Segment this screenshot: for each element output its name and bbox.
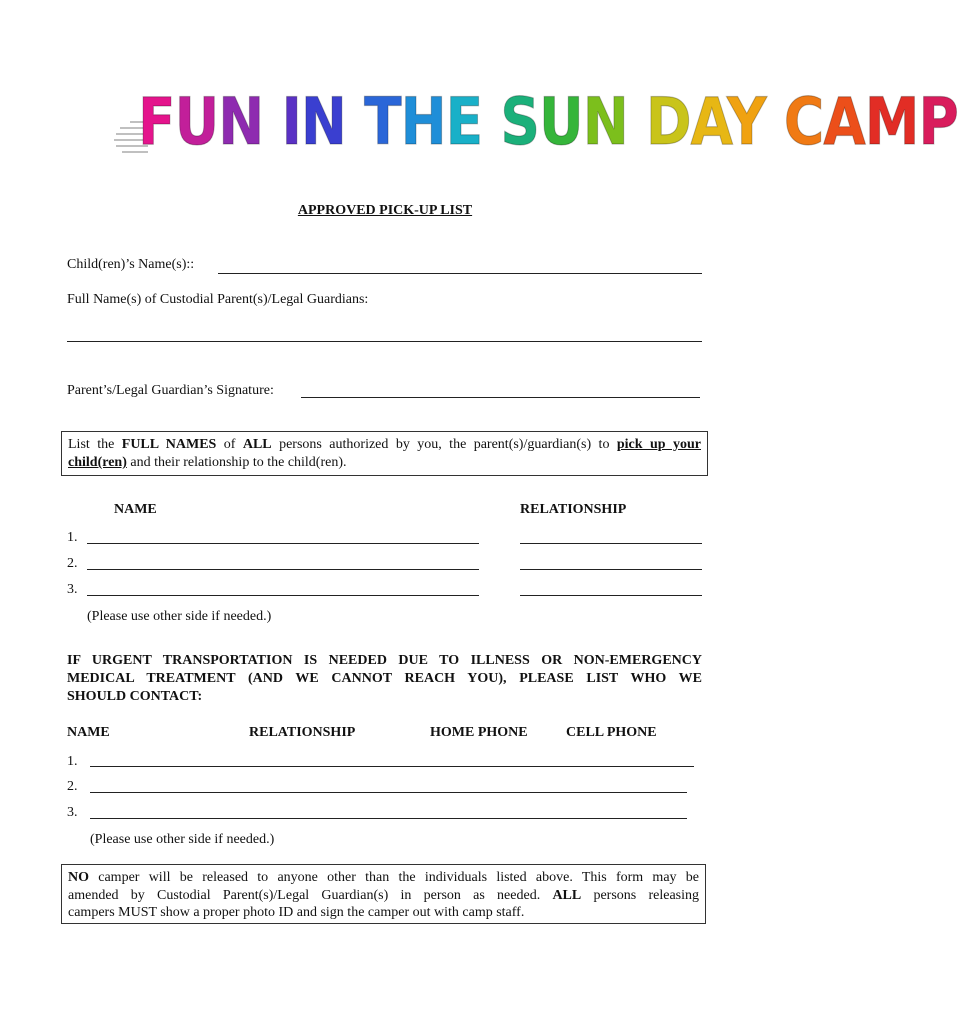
pickup-row-number: 1. [67,530,78,545]
logo-letter: A [823,84,865,160]
release-policy-box [61,864,706,924]
text: List the [68,437,122,452]
logo-letter: U [539,84,583,160]
page-title: APPROVED PICK-UP LIST [297,203,473,218]
pickup-relationship-header: RELATIONSHIP [520,502,627,517]
authorized-line-2 [68,455,347,471]
urgent-heading-line-1: IF URGENT TRANSPORTATION IS NEEDED DUE TO ILLNESS OR NON-EMERGENCY [67,653,702,668]
pickup-name-field[interactable] [87,595,479,596]
parents-names-field[interactable] [67,341,702,342]
logo-letter: D [645,84,691,160]
policy-line-2 [68,888,699,904]
logo-letter [628,84,646,160]
contact-row-number: 3. [67,805,78,820]
contact-field[interactable] [90,766,694,767]
pickup-relationship-field[interactable] [520,569,702,570]
authorized-line-1 [68,437,701,453]
logo-letter [482,84,500,160]
text: and their relationship to the child(ren). [126,455,347,470]
logo-letter: I [281,84,301,160]
camp-name-logo [138,84,958,160]
children-names-label: Child(ren)’s Name(s):: [67,257,195,272]
pickup-row-number: 3. [67,582,78,597]
parents-label: Full Name(s) of Custodial Parent(s)/Legal Guardians: [67,292,369,307]
logo-letter: C [783,84,824,160]
pickup-row-number: 2. [67,556,78,571]
text: amended by Custodial Parent(s)/Legal Guardian(s) in person as needed. [68,888,553,903]
text: camper will be released to anyone other than the individuals listed above. This form may be [89,870,699,885]
pickup-name-field[interactable] [87,543,479,544]
all-emphasis: ALL [552,888,582,903]
contact-home-phone-header: HOME PHONE [430,725,528,740]
authorized-instructions-box [61,431,708,476]
signature-field[interactable] [301,397,700,398]
pickup-relationship-field[interactable] [520,543,702,544]
pickup-name-field[interactable] [87,569,479,570]
contact-relationship-header: RELATIONSHIP [249,725,356,740]
logo-letter: U [174,84,219,160]
logo-letter: F [138,84,175,160]
contact-field[interactable] [90,792,687,793]
logo-letter: T [364,84,401,160]
urgent-heading-line-3: SHOULD CONTACT: [67,689,203,704]
logo-letter: N [218,84,264,160]
pickup-note: (Please use other side if needed.) [87,609,272,624]
logo-letter: N [300,84,346,160]
contact-field[interactable] [90,818,687,819]
policy-line-1 [68,870,699,886]
pickup-relationship-field[interactable] [520,595,702,596]
no-emphasis: NO [68,870,89,885]
full-names-emphasis: FULL NAMES [121,437,217,452]
text: persons authorized by you, the parent(s)/guardian(s) to [271,437,617,452]
urgent-heading-line-2: MEDICAL TREATMENT (AND WE CANNOT REACH YOU), PLEASE LIST WHO WE [67,671,702,686]
contact-row-number: 2. [67,779,78,794]
camp-logo [108,80,958,180]
pickup-name-header: NAME [114,502,157,517]
children-emphasis: child(ren) [68,455,127,470]
all-emphasis: ALL [242,437,272,452]
logo-letter: M [864,84,919,160]
pickup-emphasis: pick up your [616,437,701,452]
logo-letter: P [918,84,958,160]
logo-letter: A [690,84,727,160]
signature-label: Parent’s/Legal Guardian’s Signature: [67,383,274,398]
contact-name-header: NAME [67,725,110,740]
contact-note: (Please use other side if needed.) [90,832,275,847]
logo-letter [346,84,364,160]
policy-line-3: campers MUST show a proper photo ID and sign the camper out with camp staff. [68,905,525,920]
logo-letter: S [500,84,540,160]
logo-letter: Y [726,84,766,160]
text: persons releasing [581,888,699,903]
contact-row-number: 1. [67,754,78,769]
logo-letter: E [445,84,483,160]
text: of [216,437,243,452]
logo-letter: N [582,84,628,160]
logo-letter [766,84,784,160]
contact-cell-phone-header: CELL PHONE [566,725,657,740]
logo-letter [263,84,281,160]
children-names-field[interactable] [218,273,702,274]
logo-letter: H [400,84,446,160]
